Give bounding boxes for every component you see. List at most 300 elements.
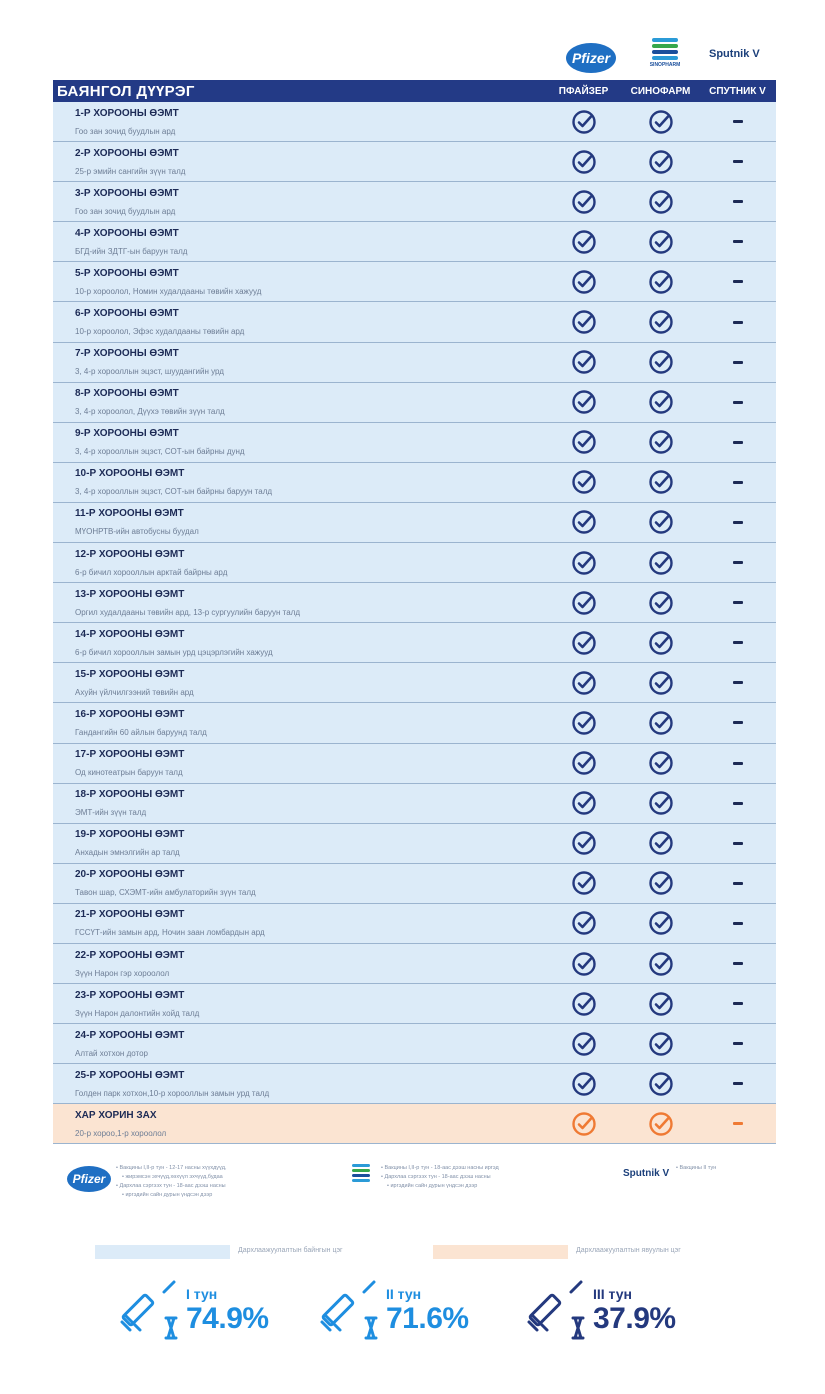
point-address: 25-р эмийн сангийн зүүн талд [75,166,186,176]
column-sinopharm: СИНОФАРМ [630,85,691,97]
point-address: 20-р хороо,1-р хороолол [75,1128,167,1138]
pfizer-cell [545,189,622,215]
sinopharm-cell [622,910,699,936]
check-icon [571,590,597,616]
sputnik-cell [699,240,776,243]
table-row [53,142,776,182]
point-name: 24-Р ХОРООНЫ ӨЭМТ [75,1029,185,1041]
point-address: 3, 4-р хорооллын эцэст, СОТ-ын байрны дунд [75,447,245,457]
pfizer-cell [545,750,622,776]
dash-icon [733,681,743,684]
note-line: • жирэмсэн эхчүүд,хөхүүл эхчүүд,будаа [116,1173,227,1182]
point-name: 4-Р ХОРООНЫ ӨЭМТ [75,227,179,239]
pfizer-cell [545,229,622,255]
check-icon [571,1111,597,1137]
table-body [53,102,776,1144]
check-icon [648,189,674,215]
check-icon [571,309,597,335]
point-name: 18-Р ХОРООНЫ ӨЭМТ [75,789,185,801]
point-address: БГД-ийн ЗДТГ-ын баруун талд [75,246,188,256]
note-line: • Дархлаа сэргээх тун - 18-аас дээш насны [381,1173,499,1182]
point-address: Анхадын эмнэлгийн ар талд [75,848,180,858]
sinopharm-cell [622,790,699,816]
point-address: 10-р хороолол, Эфэс худалдааны төвийн ард [75,327,245,337]
dash-icon [733,120,743,123]
dash-icon [733,321,743,324]
dose-statistics [0,1272,825,1342]
vaccine-notes [0,1158,825,1208]
point-name: 2-Р ХОРООНЫ ӨЭМТ [75,147,179,159]
pfizer-cell [545,149,622,175]
point-name: 6-Р ХОРООНЫ ӨЭМТ [75,308,179,320]
check-icon [571,229,597,255]
sputnik-cell [699,521,776,524]
legend-label-mobile: Дархлаажуулалтын явуулын цэг [576,1247,681,1254]
check-icon [648,429,674,455]
dash-icon [733,601,743,604]
pfizer-cell [545,790,622,816]
check-icon [648,1031,674,1057]
check-icon [648,830,674,856]
point-name: 3-Р ХОРООНЫ ӨЭМТ [75,187,179,199]
pfizer-cell [545,670,622,696]
dash-icon [733,441,743,444]
dash-icon [733,240,743,243]
point-address: ЭМТ-ийн зүүн талд [75,808,147,818]
dose-percent: 74.9% [186,1302,269,1335]
row-names [53,990,545,1018]
sinopharm-cell [622,710,699,736]
note-line: • Вакцины I,II-р тун - 12-17 насны хүүхдүүд, [116,1164,227,1173]
check-icon [648,349,674,375]
table-row [53,824,776,864]
sinopharm-logo-small [350,1162,372,1196]
check-icon [648,590,674,616]
table-row [53,543,776,583]
point-address: Зүүн Нарон далонтийн хойд талд [75,1008,200,1018]
point-name: 12-Р ХОРООНЫ ӨЭМТ [75,548,185,560]
sinopharm-cell [622,109,699,135]
point-name: 1-Р ХОРООНЫ ӨЭМТ [75,107,179,119]
check-icon [648,550,674,576]
point-address: 10-р хороолол, Номин худалдааны төвийн хажууд [75,286,262,296]
sinopharm-cell [622,1111,699,1137]
sinopharm-cell [622,149,699,175]
point-address: Алтай хотхон дотор [75,1048,148,1058]
pfizer-cell [545,991,622,1017]
check-icon [571,630,597,656]
check-icon [648,229,674,255]
dash-icon [733,922,743,925]
check-icon [571,910,597,936]
note-line: • Дархлаа сэргээх тун - 18-аас дээш насны [116,1182,227,1191]
row-names [53,308,545,336]
pfizer-cell [545,509,622,535]
check-icon [648,149,674,175]
sinopharm-cell [622,550,699,576]
point-name: 22-Р ХОРООНЫ ӨЭМТ [75,949,185,961]
syringe-icon [318,1278,382,1340]
pfizer-logo: Pfizer [566,43,616,73]
point-name: 8-Р ХОРООНЫ ӨЭМТ [75,388,179,400]
check-icon [648,951,674,977]
sputnik-cell [699,1082,776,1085]
dash-icon [733,882,743,885]
point-name: 19-Р ХОРООНЫ ӨЭМТ [75,829,185,841]
pfizer-cell [545,1071,622,1097]
sinopharm-cell [622,509,699,535]
pfizer-cell [545,1031,622,1057]
mobile-point-row [53,1104,776,1144]
row-names [53,909,545,937]
point-address: Од кинотеатрын баруун талд [75,768,183,778]
legend-swatch-permanent [95,1245,230,1259]
sputnik-logo: Sputnik V [709,48,760,60]
table-row [53,1024,776,1064]
point-name: ХАР ХОРИН ЗАХ [75,1109,157,1121]
dose-stat-2 [318,1272,478,1342]
check-icon [571,951,597,977]
dose-label: II тун [386,1286,422,1302]
sinopharm-cell [622,991,699,1017]
pfizer-notes [116,1164,227,1200]
table-row [53,984,776,1024]
check-icon [648,870,674,896]
check-icon [571,710,597,736]
sputnik-cell [699,321,776,324]
table-row [53,703,776,743]
check-icon [571,349,597,375]
row-names [53,829,545,857]
row-names [53,1110,545,1138]
point-name: 11-Р ХОРООНЫ ӨЭМТ [75,508,184,520]
note-line: • иргэдийн сайн дурын үндсэн дээр [116,1191,227,1200]
check-icon [648,710,674,736]
pfizer-cell [545,429,622,455]
row-names [53,749,545,777]
point-address: ГССҮТ-ийн замын ард, Ночин заан ломбардын ард [75,928,265,938]
pfizer-cell [545,349,622,375]
table-row [53,463,776,503]
dash-icon [733,962,743,965]
legend-label-permanent: Дархлаажуулалтын байнгын цэг [238,1247,343,1254]
row-names [53,148,545,176]
point-address: 3, 4-р хорооллын эцэст, СОТ-ын байрны баруун талд [75,487,273,497]
sputnik-notes [676,1164,716,1173]
sputnik-cell [699,681,776,684]
row-names [53,468,545,496]
sinopharm-logo: SINOPHARM [648,36,682,76]
check-icon [571,750,597,776]
table-row [53,663,776,703]
sinopharm-cell [622,229,699,255]
point-address: Голден парк хотхон,10-р хорооллын замын урд талд [75,1088,270,1098]
dash-icon [733,280,743,283]
table-row [53,1064,776,1104]
row-names [53,508,545,536]
sputnik-cell [699,1122,776,1125]
pfizer-cell [545,590,622,616]
sputnik-cell [699,481,776,484]
check-icon [571,870,597,896]
point-address: Оргил худалдааны төвийн ард, 13-р сургуулийн баруун талд [75,607,300,617]
sputnik-cell [699,1002,776,1005]
row-names [53,709,545,737]
sinopharm-cell [622,1031,699,1057]
table-row [53,784,776,824]
check-icon [571,670,597,696]
point-address: 6-р бичил хорооллын замын урд цэцэрлэгийн хажууд [75,647,273,657]
check-icon [571,109,597,135]
dose-percent: 37.9% [593,1302,676,1335]
sputnik-cell [699,641,776,644]
check-icon [648,389,674,415]
check-icon [648,1111,674,1137]
point-name: 13-Р ХОРООНЫ ӨЭМТ [75,588,185,600]
sputnik-cell [699,160,776,163]
dose-stat-3 [525,1272,685,1342]
note-line: • Вакцины II тун [676,1164,716,1173]
dash-icon [733,1002,743,1005]
sputnik-cell [699,200,776,203]
dash-icon [733,401,743,404]
sinopharm-cell [622,309,699,335]
point-address: Гоо зан зочид буудлын ард [75,206,176,216]
point-name: 5-Р ХОРООНЫ ӨЭМТ [75,267,179,279]
sinopharm-cell [622,469,699,495]
row-names [53,388,545,416]
pfizer-cell [545,269,622,295]
check-icon [648,750,674,776]
pfizer-cell [545,951,622,977]
table-row [53,182,776,222]
check-icon [571,189,597,215]
sinopharm-cell [622,870,699,896]
legend [0,1245,825,1261]
table-row [53,503,776,543]
dose-label: III тун [593,1286,633,1302]
syringe-icon [525,1278,589,1340]
dash-icon [733,802,743,805]
sinopharm-cell [622,830,699,856]
dose-percent: 71.6% [386,1302,469,1335]
row-names [53,348,545,376]
point-name: 15-Р ХОРООНЫ ӨЭМТ [75,668,185,680]
sinopharm-cell [622,630,699,656]
point-name: 25-Р ХОРООНЫ ӨЭМТ [75,1069,185,1081]
table-header [53,80,776,102]
dash-icon [733,481,743,484]
point-name: 7-Р ХОРООНЫ ӨЭМТ [75,348,179,360]
check-icon [571,269,597,295]
sinopharm-cell [622,389,699,415]
check-icon [648,790,674,816]
check-icon [648,670,674,696]
sinopharm-cell [622,269,699,295]
row-names [53,950,545,978]
row-names [53,549,545,577]
district-title: БАЯНГОЛ ДҮҮРЭГ [57,82,195,100]
row-names [53,428,545,456]
dash-icon [733,160,743,163]
sinopharm-notes [381,1164,499,1191]
dose-label: I тун [186,1286,218,1302]
row-names [53,669,545,697]
sinopharm-cell [622,1071,699,1097]
dash-icon [733,641,743,644]
pfizer-cell [545,870,622,896]
check-icon [648,1071,674,1097]
point-name: 17-Р ХОРООНЫ ӨЭМТ [75,749,185,761]
sputnik-cell [699,601,776,604]
check-icon [648,269,674,295]
sinopharm-cell [622,750,699,776]
check-icon [571,1031,597,1057]
table-row [53,302,776,342]
check-icon [571,830,597,856]
row-names [53,589,545,617]
pfizer-cell [545,109,622,135]
point-name: 10-Р ХОРООНЫ ӨЭМТ [75,468,185,480]
legend-swatch-mobile [433,1245,568,1259]
note-line: • иргэдийн сайн дурын үндсэн дээр [381,1182,499,1191]
sputnik-cell [699,1042,776,1045]
sputnik-cell [699,441,776,444]
check-icon [648,469,674,495]
row-names [53,108,545,136]
table-row [53,423,776,463]
column-sputnik: СПУТНИК V [709,85,766,97]
sinopharm-cell [622,670,699,696]
dash-icon [733,521,743,524]
sputnik-cell [699,361,776,364]
dash-icon [733,1122,743,1125]
sputnik-cell [699,280,776,283]
check-icon [648,630,674,656]
check-icon [648,309,674,335]
sinopharm-cell [622,590,699,616]
row-names [53,789,545,817]
syringe-icon [118,1278,182,1340]
table-row [53,864,776,904]
point-name: 21-Р ХОРООНЫ ӨЭМТ [75,909,185,921]
sputnik-cell [699,882,776,885]
pfizer-cell [545,910,622,936]
pfizer-logo-small: Pfizer [67,1166,111,1192]
point-address: 3, 4-р хороолол, Дүүхэ төвийн зүүн талд [75,407,225,417]
table-row [53,102,776,142]
point-address: Гандангийн 60 айлын баруунд талд [75,727,207,737]
check-icon [571,429,597,455]
sinopharm-cell [622,429,699,455]
sputnik-cell [699,120,776,123]
point-address: МҮОНРТВ-ийн автобусны буудал [75,527,199,537]
pfizer-cell [545,630,622,656]
pfizer-cell [545,469,622,495]
dash-icon [733,200,743,203]
dose-stat-1 [118,1272,278,1342]
table-row [53,623,776,663]
sputnik-cell [699,842,776,845]
pfizer-cell [545,550,622,576]
dash-icon [733,721,743,724]
point-name: 14-Р ХОРООНЫ ӨЭМТ [75,628,185,640]
vaccination-points-table [53,80,776,1144]
sputnik-cell [699,922,776,925]
row-names [53,1070,545,1098]
check-icon [571,991,597,1017]
dash-icon [733,1082,743,1085]
pfizer-cell [545,830,622,856]
point-address: Ахуйн үйлчилгээний төвийн ард [75,687,194,697]
row-names [53,268,545,296]
note-line: • Вакцины I,II-р тун - 18-аас дээш насны иргэд [381,1164,499,1173]
check-icon [571,389,597,415]
check-icon [571,790,597,816]
sputnik-cell [699,561,776,564]
point-name: 23-Р ХОРООНЫ ӨЭМТ [75,989,185,1001]
column-pfizer: ПФАЙЗЕР [558,85,609,97]
row-names [53,869,545,897]
sinopharm-cell [622,189,699,215]
row-names [53,629,545,657]
check-icon [571,1071,597,1097]
check-icon [571,149,597,175]
row-names [53,188,545,216]
point-address: Тавон шар, СХЭМТ-ийн амбулаторийн зүүн талд [75,888,256,898]
dash-icon [733,561,743,564]
check-icon [648,509,674,535]
sinopharm-cell [622,349,699,375]
pfizer-cell [545,1111,622,1137]
table-row [53,904,776,944]
check-icon [648,910,674,936]
sputnik-cell [699,721,776,724]
check-icon [571,550,597,576]
dash-icon [733,361,743,364]
table-row [53,222,776,262]
sputnik-cell [699,802,776,805]
sputnik-cell [699,762,776,765]
point-address: 3, 4-р хорооллын эцэст, шуудангийн урд [75,367,224,377]
pfizer-cell [545,309,622,335]
point-address: 6-р бичил хорооллын арктай байрны ард [75,567,228,577]
table-row [53,583,776,623]
point-name: 16-Р ХОРООНЫ ӨЭМТ [75,708,185,720]
table-row [53,262,776,302]
point-address: Гоо зан зочид буудлын ард [75,126,176,136]
sputnik-cell [699,401,776,404]
sputnik-logo-small: Sputnik V [623,1168,670,1179]
dash-icon [733,762,743,765]
dash-icon [733,842,743,845]
row-names [53,1030,545,1058]
table-row [53,744,776,784]
pfizer-cell [545,389,622,415]
sinopharm-cell [622,951,699,977]
point-address: Зүүн Нарон гэр хороолол [75,968,170,978]
pfizer-cell [545,710,622,736]
table-row [53,343,776,383]
row-names [53,228,545,256]
vaccine-logos [0,40,825,76]
table-row [53,383,776,423]
sputnik-cell [699,962,776,965]
check-icon [648,109,674,135]
dash-icon [733,1042,743,1045]
table-row [53,944,776,984]
check-icon [571,469,597,495]
